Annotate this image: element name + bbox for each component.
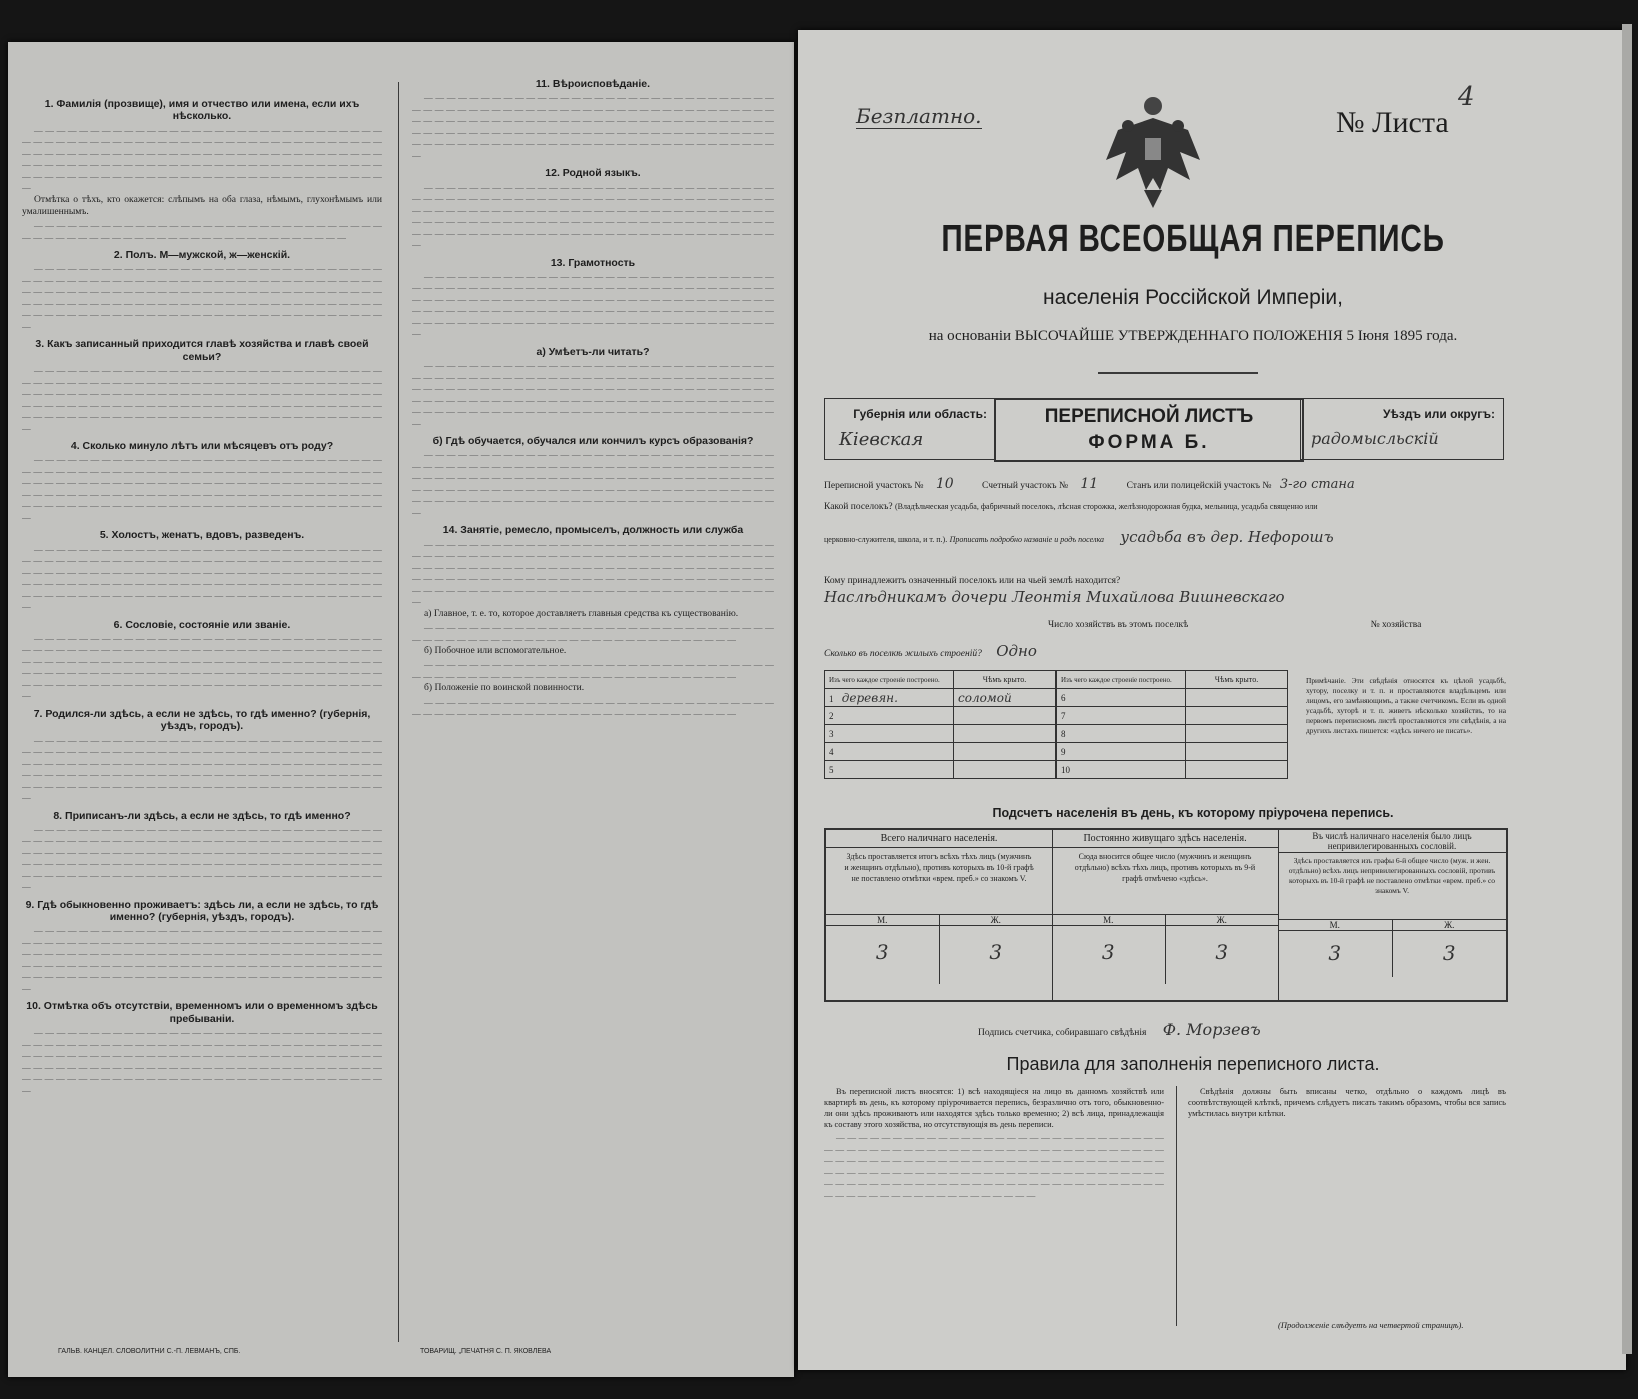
instruction-heading: 3. Какъ записанный приходится главѣ хозяйства и главѣ своей семьи? <box>35 338 369 363</box>
buildings-label: Сколько въ поселкѣ жилыхъ строеній? <box>824 649 982 659</box>
count-col-nonprivileged-text: Здѣсь проставляется изъ графы 6-й общее число (муж. и жен. отдѣльно) всѣхъ лицъ непривилегированныхъ сословій, противъ которыхъ въ 10-й графѣ не поставлено отмѣтки «врем. преб.» со знакомъ V. <box>1288 856 1496 895</box>
rules-right-text: Свѣдѣнія должны быть вписаны четко, отдѣльно о каждомъ лицѣ въ соотвѣтствующей клѣткѣ, причемъ слѣдуетъ писать такимъ образомъ, чтобы вся запись умѣстилась внутри клѣтки. <box>1188 1087 1506 1118</box>
instruction-heading: 13. Грамотность <box>550 256 636 269</box>
line-owner <box>824 576 1514 606</box>
count-district-value: 11 <box>1080 476 1099 492</box>
sheet-number-value: 4 <box>1458 82 1475 112</box>
instruction-heading: 10. Отмѣтка объ отсутствіи, временномъ или о временномъ здѣсь пребываніи. <box>26 1000 378 1025</box>
settlement-kind-label: церковно-служителя, школа, и т. п.). <box>824 535 948 544</box>
line-districts <box>824 476 1514 492</box>
instruction-heading: 4. Сколько минуло лѣтъ или мѣсяцевъ отъ роду? <box>70 440 334 453</box>
imperial-eagle-emblem <box>1098 90 1208 210</box>
instruction-body-text: — — — — — — — — — — — — — — — — — — — — — — — — — — — — — — — — — — — — — — — — — — — — — — — — — — — — — — — — — — — — <box>22 220 382 242</box>
male-header: М. <box>826 915 940 925</box>
signature-line <box>978 1020 1261 1039</box>
instruction-body-text: — — — — — — — — — — — — — — — — — — — — — — — — — — — — — — — — — — — — — — — — — — — — — — — — — — — — — — — — — — — — — — — — — — — — — — — — — — — — — — — — — — — — — — — — — — — — — — — — — — — — — — — — — — — — — — — — — — — — — — — — — — — — — — — — — — — — — — — — — — — — — — — — — — — — — — — — — — — — — — — — <box>22 124 382 193</box>
roof-header: Чѣмъ крыто. <box>1186 671 1288 689</box>
stan-label: Станъ или полицейскій участокъ № <box>1126 481 1272 491</box>
count-title: Подсчетъ населенія въ день, къ которому пріурочена перепись. <box>992 806 1394 820</box>
count-col-nonprivileged-header: Въ числѣ наличнаго населенія было лицъ непривилегированныхъ сословій. <box>1278 830 1506 853</box>
instruction-body-text: — — — — — — — — — — — — — — — — — — — — — — — — — — — — — — — — — — — — — — — — — — — — — — — — — — — — — — — — — — — — — — — — — — — — — — — — — — — — — — — — — — — — — — — — — — — — — — — — — — — — — — — — — — — — — — — — — — — — — — — — — — — — — — — — — — — — — — — — — — — — — — — — — — — — — — — — — — — — — — — — <box>412 538 774 607</box>
column-divider <box>398 82 399 1342</box>
instruction-heading: 8. Приписанъ-ли здѣсь, а если не здѣсь, то гдѣ именно? <box>53 809 351 822</box>
signature-label: Подпись счетчика, собиравшаго свѣдѣнія <box>978 1028 1147 1038</box>
census-district-value: 10 <box>935 476 954 492</box>
instruction-heading: 12. Родной языкъ. <box>545 167 641 180</box>
instruction-heading: 11. Вѣроисповѣданіе. <box>535 78 651 90</box>
instruction-body-text: — — — — — — — — — — — — — — — — — — — — — — — — — — — — — — — — — — — — — — — — — — — — — — — — — — — — — — — — — — — — — — — — — — — — — — — — — — — — — — — — — — — — — — — — — — — — — — — — — — — — — — — — — — — — — — — — — — — — — — — — — — — — — — — — — — — — — — — — — — — — — — — — — — — — — — — — — — — — — — — — <box>22 925 382 993</box>
instruction-body-text: — — — — — — — — — — — — — — — — — — — — — — — — — — — — — — — — — — — — — — — — — — — — — — — — — — — — — — — — — — — — — — — — — — — — — — — — — — — — — — — — — — — — — — — — — — — — — — — — — — — — — — — — — — — — — — — — — — — — — — — — — — — — — — — — — — — — — — — — — — — — — — — — — — — — — — — — — — — — — — — — <box>22 365 382 433</box>
right-page-census-form <box>798 30 1626 1370</box>
count-col-total <box>826 830 1053 1000</box>
title-underline <box>1098 372 1258 374</box>
instruction-body-text: — — — — — — — — — — — — — — — — — — — — — — — — — — — — — — — — — — — — — — — — — — — — — — — — — — — — — — — — — — — — — — — — — — — — — — — — — — — — — — — — — — — — — — — — — — — — — — — — — — — — — — — — — — — — — — — — — — — — — — — — — — — — — — — — — — — — — — — — — — — — — — — — — — — — — — — — — — — — — — — — <box>22 454 382 522</box>
row-num: 10 <box>1057 761 1186 779</box>
left-page-instructions <box>8 42 794 1377</box>
count-col-nonprivileged <box>1278 830 1506 1000</box>
instruction-body-text: — — — — — — — — — — — — — — — — — — — — — — — — — — — — — — — — — — — — — — — — — — — — — — — — — — — — — — — — — — — — — — — — — — — — — — — — — — — — — — — — — — — — — — — — — — — — — — — — — — — — — — — — — — — — — — — — — — — — — — — — — — — — — — — — — — — — — — — — — — — — — — — — — — — — — — — — — — — — — — — — <box>412 92 774 160</box>
instruction-body-text: — — — — — — — — — — — — — — — — — — — — — — — — — — — — — — — — — — — — — — — — — — — — — — — — — — — — — — — — — — — — — — — — — — — — — — — — — — — — — — — — — — — — — — — — — — — — — — — — — — — — — — — — — — — — — — — — — — — — — — — — — — — — — — — — — — — — — — — — — — — — — — — — — — — — — — — — — — — — — — — — <box>22 263 382 331</box>
row-num: 5 <box>825 761 954 779</box>
count-col-permanent <box>1052 830 1279 1000</box>
instruction-body-text: — — — — — — — — — — — — — — — — — — — — — — — — — — — — — — — — — — — — — — — — — — — — — — — — — — — — — — — — — — — — — — — — — — — — — — — — — — — — — — — — — — — — — — — — — — — — — — — — — — — — — — — — — — — — — — — — — — — — — — — — — — — — — — — — — — — — — — — — — — — — — — — — — — — — — — — — — — — — — — — — <box>412 360 774 428</box>
instruction-heading: 1. Фамилія (прозвище), имя и отчество или имена, если ихъ нѣсколько. <box>44 98 360 123</box>
material-header: Изъ чего каждое строеніе построено. <box>1057 671 1186 689</box>
settlement-kind-note: Прописать подробно названіе и родъ поселка <box>949 535 1105 544</box>
rules-divider <box>1176 1086 1177 1326</box>
census-subtitle: населенія Россійской Имперіи, <box>1043 286 1343 309</box>
owner-label: Кому принадлежитъ означенный поселокъ или на чьей землѣ находится? <box>824 576 1121 586</box>
count-col-permanent-text: Сюда вносится общее число (мужчинъ и женщинъ отдѣльно) всѣхъ тѣхъ лицъ, противъ которыхъ въ 9-й графѣ отмѣчено «здѣсь». <box>1074 852 1256 883</box>
count-col-total-text: Здѣсь проставляется итогъ всѣхъ тѣхъ лицъ (мужчинъ и женщинъ отдѣльно), противъ которыхъ въ 10-й графѣ не поставлено отмѣтки «врем. преб.» со знакомъ V. <box>844 852 1034 883</box>
instruction-paragraph: б) Побочное или вспомогательное. <box>424 645 567 657</box>
count-col-total-header: Всего наличнаго населенія. <box>826 830 1052 848</box>
buildings-value: Одно <box>996 642 1037 660</box>
female-header: Ж. <box>1444 920 1455 930</box>
line-settlement-kind <box>824 528 1514 546</box>
rules-title: Правила для заполненія переписного листа. <box>1006 1054 1380 1074</box>
male-header: М. <box>1052 915 1166 925</box>
instruction-heading: 2. Полъ. М—мужской, ж—женскій. <box>113 249 291 262</box>
instruction-heading: б) Гдѣ обучается, обучался или кончилъ курсъ образованія? <box>432 435 754 448</box>
page-stack-edge <box>1622 24 1632 1354</box>
census-title: ПЕРВАЯ ВСЕОБЩАЯ ПЕРЕПИСЬ <box>941 218 1445 260</box>
signature-value: Ф. Морзевъ <box>1162 1020 1261 1039</box>
buildings-note: Примѣчаніе. Эти свѣдѣнія относятся къ цѣлой усадьбѣ, хутору, поселку и т. п. и проставляются владѣльцемъ или лицомъ, его замѣняющимъ, а также счетчикомъ. Если въ одной усадьбѣ, хуторѣ и т. п. живетъ нѣсколько хозяйствъ, то на первомъ переписномъ листѣ проставляются эти свѣдѣнія, а на другихъ листахъ пишется: «здѣсь ничего не писать». <box>1306 676 1506 735</box>
rules-left-text: Въ переписной листъ вносятся: 1) всѣ находящіеся на лицо въ данномъ хозяйствѣ или квартирѣ въ день, къ которому пріурочивается перепись, безразлично отъ того, обыкновенно-ли они здѣсь проживаютъ или находятся здѣсь только временно; 2) всѣ лица, принадлежащія къ составу этого хозяйства, но отсутствующія въ день переписи. <box>824 1087 1164 1129</box>
uezd-box <box>1300 398 1504 460</box>
nonprivileged-male: 3 <box>1278 931 1393 977</box>
row-num: 4 <box>825 743 954 761</box>
row-num: 3 <box>825 725 954 743</box>
male-header: М. <box>1278 920 1393 930</box>
row-num: 7 <box>1057 707 1186 725</box>
stan-value: 3-го стана <box>1279 477 1355 492</box>
instruction-paragraph: Отмѣтка о тѣхъ, кто окажется: слѣпымъ на оба глаза, нѣмымъ, глухонѣмымъ или умалишеннымъ. <box>22 193 382 217</box>
line-buildings <box>824 642 1324 660</box>
row-num: 9 <box>1057 743 1186 761</box>
instruction-body-text: — — — — — — — — — — — — — — — — — — — — — — — — — — — — — — — — — — — — — — — — — — — — — — — — — — — — — — — — — — — — — — — — — — — — — — — — — — — — — — — — — — — — — — — — — — — — — — — — — — — — — — — — — — — — — — — — — — — — — — — — — — — — — — — — — — — — — — — — — — — — — — — — — — — — — — — — — — — — — — — — <box>412 270 774 339</box>
instruction-body-text: — — — — — — — — — — — — — — — — — — — — — — — — — — — — — — — — — — — — — — — — — — — — — — — — — — — — — — — — — — — — <box>412 659 774 681</box>
row-num: 1 <box>829 693 834 704</box>
instruction-body-text: — — — — — — — — — — — — — — — — — — — — — — — — — — — — — — — — — — — — — — — — — — — — — — — — — — — — — — — — — — — — — — — — — — — — — — — — — — — — — — — — — — — — — — — — — — — — — — — — — — — — — — — — — — — — — — — — — — — — — — — — — — — — — — — — — — — — — — — — — — — — — — — — — — — — — — — — — — — — — — — — <box>412 181 774 250</box>
count-district-label: Счетный участокъ № <box>982 481 1069 491</box>
uezd-value: радомысльскій <box>1311 429 1439 448</box>
line-settlement <box>824 502 1514 512</box>
instruction-body-text: — — — — — — — — — — — — — — — — — — — — — — — — — — — — — — — — — — — — — — — — — — — — — — — — — — — — — — — — — — — — — — — — — — — — — — — — — — — — — — — — — — — — — — — — — — — — — — — — — — — — — — — — — — — — — — — — — — — — — — — — — — — — — — — — — — — — — — — — — — — — — — — — — — — — — — — — — — — — — — — — <box>412 449 774 517</box>
count-table <box>824 828 1508 1002</box>
nonprivileged-female: 3 <box>1442 941 1456 965</box>
roof-header: Чѣмъ крыто. <box>954 671 1056 689</box>
instruction-body-text: — — — — — — — — — — — — — — — — — — — — — — — — — — — — — — — — — — — — — — — — — — — — — — — — — — — — — — — — — — — — <box>412 622 774 644</box>
instruction-heading: 14. Занятіе, ремесло, промыселъ, должность или служба <box>442 524 744 537</box>
instructions-column-2 <box>412 72 774 1342</box>
instruction-heading: 7. Родился-ли здѣсь, а если не здѣсь, то гдѣ именно? (губернія, уѣздъ, городъ). <box>33 707 371 733</box>
census-district-label: Переписной участокъ № <box>824 481 924 491</box>
census-basis: на основаніи ВЫСОЧАЙШЕ УТВЕРЖДЕННАГО ПОЛОЖЕНІЯ 5 Іюня 1895 года. <box>928 328 1458 344</box>
printer-credit-left: ГАЛЬВ. КАНЦЕЛ. СЛОВОЛИТНИ С.-П. ЛЕВМАНЪ, СПБ. <box>58 1348 241 1355</box>
instructions-column-1 <box>22 92 382 1332</box>
rules-left-column <box>824 1086 1164 1336</box>
row1-material: деревян. <box>841 690 898 705</box>
household-number-label: № хозяйства <box>1370 620 1422 630</box>
instruction-body-text: — — — — — — — — — — — — — — — — — — — — — — — — — — — — — — — — — — — — — — — — — — — — — — — — — — — — — — — — — — — — — — — — — — — — — — — — — — — — — — — — — — — — — — — — — — — — — — — — — — — — — — — — — — — — — — — — — — — — — — — — — — — — — — — — — — — — — — — — — — — — — — — — — — — — — — — — — — — — — — — — <box>22 1027 382 1095</box>
owner-value: Наслѣдникамъ дочери Леонтія Михайлова Вишневскаго <box>824 588 1285 606</box>
form-letter: ФОРМА Б. <box>1088 432 1210 453</box>
gubernia-box <box>824 398 996 460</box>
total-male: 3 <box>826 926 940 984</box>
row-num: 2 <box>825 707 954 725</box>
permanent-male: 3 <box>1052 926 1166 984</box>
form-list-title: ПЕРЕПИСНОЙ ЛИСТЪ <box>1044 406 1254 427</box>
instruction-heading: 6. Сословіе, состояніе или званіе. <box>113 618 291 631</box>
instruction-paragraph: а) Главное, т. е. то, которое доставляетъ главныя средства къ существованію. <box>424 607 739 619</box>
instruction-body-text: — — — — — — — — — — — — — — — — — — — — — — — — — — — — — — — — — — — — — — — — — — — — — — — — — — — — — — — — — — — — <box>412 696 774 719</box>
female-header: Ж. <box>1216 915 1227 925</box>
households-label: Число хозяйствъ въ этомъ поселкѣ <box>1048 620 1189 630</box>
settlement-kind-value: усадьба въ дер. Нефорошъ <box>1120 528 1334 546</box>
rules-left-filler: — — — — — — — — — — — — — — — — — — — — — — — — — — — — — — — — — — — — — — — — — — — — — — — — — — — — — — — — — — — — — — — — — — — — — — — — — — — — — — — — — — — — — — — — — — — — — — — — — — — — — — — — — — — — — — — — — — — — — — — — — — — — — — — — — — — — — — — — — — — — — — — — — — — — — — — — — — — — — — — — — — — — — — — — <box>824 1132 1164 1200</box>
row-num: 8 <box>1057 725 1186 743</box>
instruction-heading: а) Умѣетъ-ли читать? <box>536 345 650 358</box>
sheet-number-label: № Листа <box>1336 106 1449 139</box>
buildings-table-1 <box>824 670 1056 779</box>
row-num: 6 <box>1057 689 1186 707</box>
printer-credit-right: ТОВАРИЩ. „ПЕЧАТНЯ С. П. ЯКОВЛЕВА <box>420 1348 552 1355</box>
instruction-body-text: — — — — — — — — — — — — — — — — — — — — — — — — — — — — — — — — — — — — — — — — — — — — — — — — — — — — — — — — — — — — — — — — — — — — — — — — — — — — — — — — — — — — — — — — — — — — — — — — — — — — — — — — — — — — — — — — — — — — — — — — — — — — — — — — — — — — — — — — — — — — — — — — — — — — — — — — — — — — — — — — <box>22 632 382 701</box>
settlement-label: Какой поселокъ? <box>824 502 893 512</box>
total-female: 3 <box>989 940 1003 964</box>
count-col-permanent-header: Постоянно живущаго здѣсь населенія. <box>1052 830 1278 848</box>
free-label: Безплатно. <box>856 104 982 128</box>
continuation-note: (Продолженіе слѣдуетъ на четвертой страницѣ). <box>1278 1320 1464 1330</box>
instruction-heading: 9. Гдѣ обыкновенно проживаетъ: здѣсь ли, а если не здѣсь, то гдѣ именно? (губернія, уѣздъ, городъ). <box>25 898 379 924</box>
gubernia-value: Кіевская <box>839 429 924 450</box>
female-header: Ж. <box>990 915 1001 925</box>
instruction-paragraph: б) Положеніе по воинской повинности. <box>424 682 585 694</box>
rules-right-column <box>1188 1086 1506 1316</box>
gubernia-label: Губернія или область: <box>853 407 987 421</box>
instruction-body-text: — — — — — — — — — — — — — — — — — — — — — — — — — — — — — — — — — — — — — — — — — — — — — — — — — — — — — — — — — — — — — — — — — — — — — — — — — — — — — — — — — — — — — — — — — — — — — — — — — — — — — — — — — — — — — — — — — — — — — — — — — — — — — — — — — — — — — — — — — — — — — — — — — — — — — — — — — — — — — — — — <box>22 543 382 612</box>
form-title-box <box>994 398 1304 462</box>
permanent-female: 3 <box>1215 940 1229 964</box>
instruction-body-text: — — — — — — — — — — — — — — — — — — — — — — — — — — — — — — — — — — — — — — — — — — — — — — — — — — — — — — — — — — — — — — — — — — — — — — — — — — — — — — — — — — — — — — — — — — — — — — — — — — — — — — — — — — — — — — — — — — — — — — — — — — — — — — — — — — — — — — — — — — — — — — — — — — — — — — — — — — — — — — — — <box>22 823 382 892</box>
settlement-note: (Владѣльческая усадьба, фабричный поселокъ, лѣсная сторожка, желѣзнодорожная будка, мельница, усадьба священно или <box>895 502 1318 511</box>
uezd-label: Уѣздъ или округъ: <box>1382 407 1495 421</box>
material-header: Изъ чего каждое строеніе построено. <box>825 671 954 689</box>
instruction-heading: 5. Холостъ, женатъ, вдовъ, разведенъ. <box>99 529 305 542</box>
line-households <box>1048 620 1508 630</box>
instruction-body-text: — — — — — — — — — — — — — — — — — — — — — — — — — — — — — — — — — — — — — — — — — — — — — — — — — — — — — — — — — — — — — — — — — — — — — — — — — — — — — — — — — — — — — — — — — — — — — — — — — — — — — — — — — — — — — — — — — — — — — — — — — — — — — — — — — — — — — — — — — — — — — — — — — — — — — — — — — — — — — — — — <box>22 734 382 803</box>
row1-roof: соломой <box>958 690 1012 705</box>
buildings-table-2 <box>1056 670 1288 779</box>
